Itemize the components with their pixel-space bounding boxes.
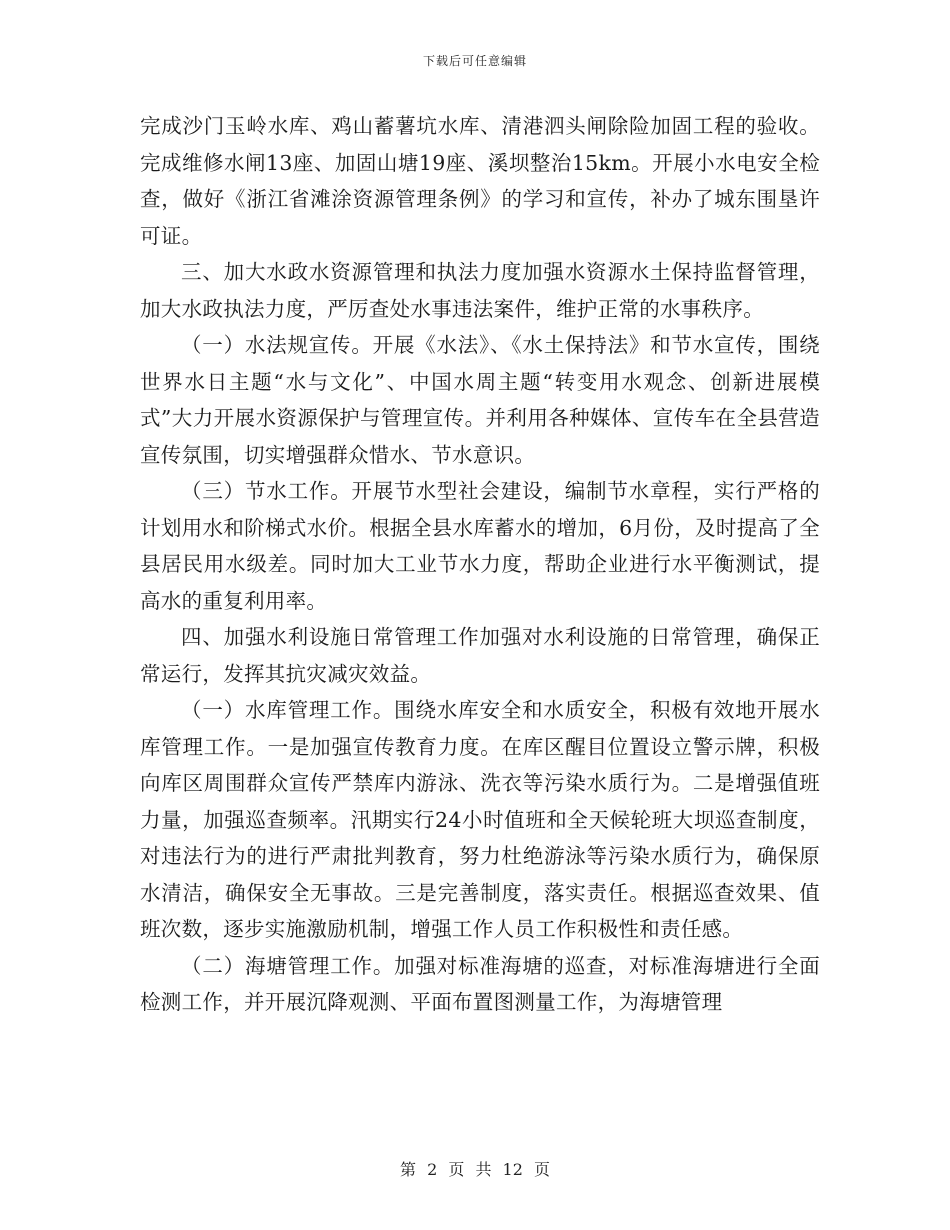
paragraph-7: （二）海塘管理工作。加强对标准海塘的巡查，对标准海塘进行全面检测工作，并开展沉降观测、平面布置图测量工作，为海塘管理: [140, 953, 820, 1014]
paragraph-4: （三）节水工作。开展节水型社会建设，编制节水章程，实行严格的计划用水和阶梯式水价。根据全县水库蓄水的增加，6月份，及时提高了全县居民用水级差。同时加大工业节水力度，帮助企业进行水平衡测试，提高水的重复利用率。: [140, 479, 820, 613]
paragraph-1: 完成沙门玉岭水库、鸡山蓄薯坑水库、清港泗头闸除险加固工程的验收。完成维修水闸13座、加固山塘19座、溪坝整治15km。开展小水电安全检查，做好《浙江省滩涂资源管理条例》的学习和宣传，补办了城东围垦许可证。: [140, 114, 820, 248]
page-header-note: 下载后可任意编辑: [422, 54, 527, 68]
page-number-footer: 第 2 页 共 12 页: [400, 1160, 550, 1179]
paragraph-2: 三、加大水政水资源管理和执法力度加强水资源水土保持监督管理，加大水政执法力度，严厉查处水事违法案件，维护正常的水事秩序。: [140, 260, 820, 321]
paragraph-6: （一）水库管理工作。围绕水库安全和水质安全，积极有效地开展水库管理工作。一是加强宣传教育力度。在库区醒目位置设立警示牌，积极向库区周围群众宣传严禁库内游泳、洗衣等污染水质行为。二是增强值班力量，加强巡查频率。汛期实行24小时值班和全天候轮班大坝巡查制度，对违法行为的进行严肃批判教育，努力杜绝游泳等污染水质行为，确保原水清洁，确保安全无事故。三是完善制度，落实责任。根据巡查效果、值班次数，逐步实施激励机制，增强工作人员工作积极性和责任感。: [140, 698, 820, 941]
paragraph-5: 四、加强水利设施日常管理工作加强对水利设施的日常管理，确保正常运行，发挥其抗灾减灾效益。: [140, 625, 820, 686]
paragraph-3: （一）水法规宣传。开展《水法》、《水土保持法》和节水宣传，围绕世界水日主题“水与文化”、中国水周主题“转变用水观念、创新进展模式”大力开展水资源保护与管理宣传。并利用各种媒体、宣传车在全县营造宣传氛围，切实增强群众惜水、节水意识。: [140, 333, 820, 467]
document-body: [140, 108, 820, 1021]
